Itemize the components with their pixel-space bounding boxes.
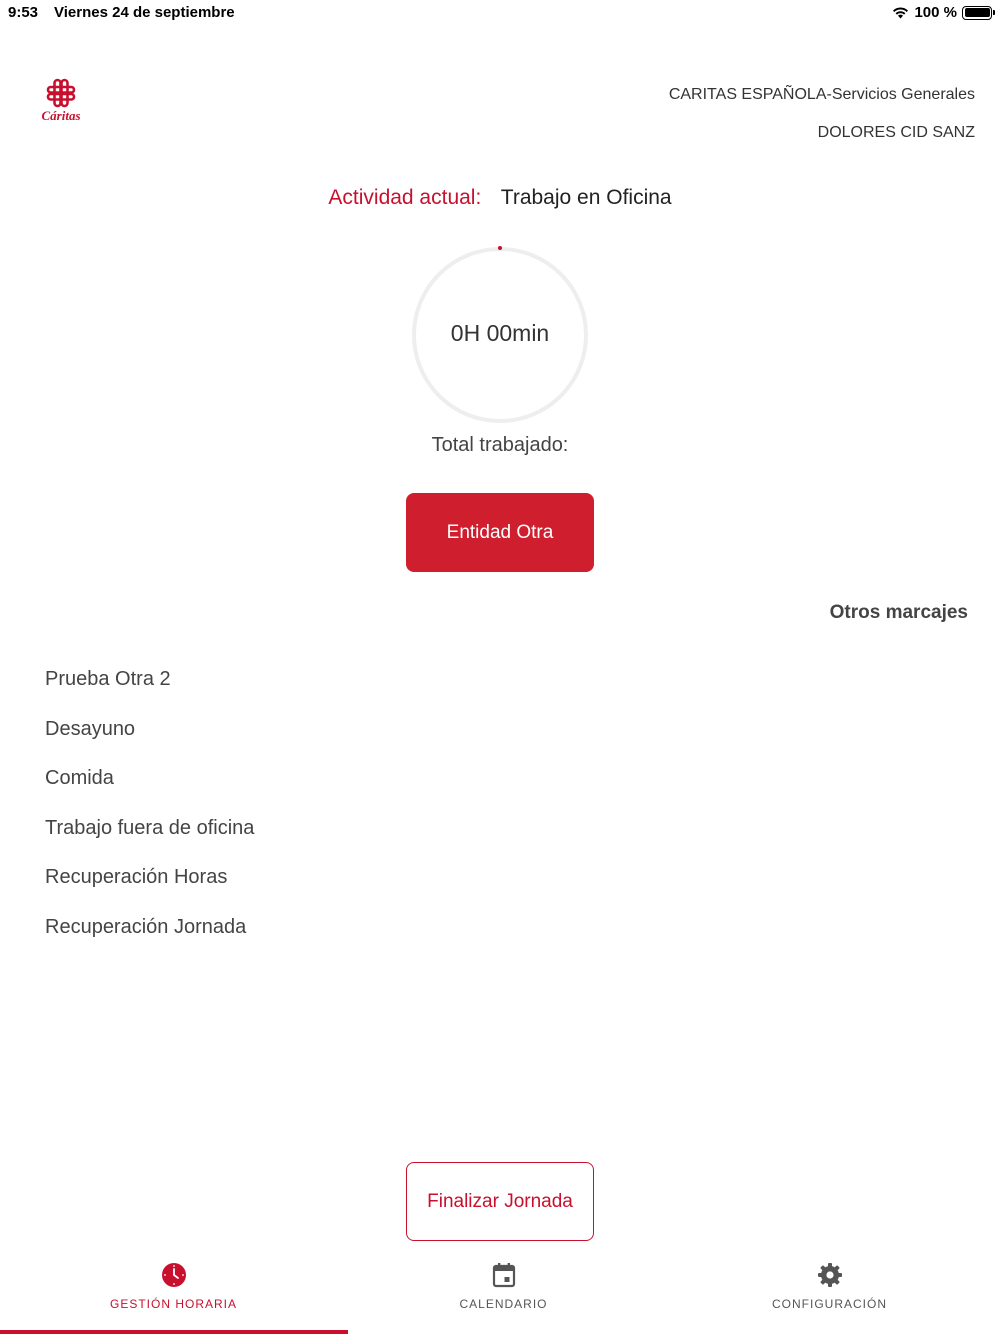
organization-name: CARITAS ESPAÑOLA-Servicios Generales (668, 86, 975, 103)
user-name: DOLORES CID SANZ (817, 124, 975, 141)
tab-configuracion[interactable] (663, 1255, 996, 1334)
status-bar (0, 0, 1000, 26)
list-item-recuperacion-jornada[interactable]: Recuperación Jornada (45, 915, 247, 938)
list-item-desayuno[interactable]: Desayuno (45, 717, 136, 740)
calendar-icon (490, 1261, 518, 1289)
list-item-comida[interactable]: Comida (45, 767, 114, 790)
wifi-icon (892, 6, 909, 19)
otros-marcajes-list (45, 655, 645, 952)
status-date: Viernes 24 de septiembre (54, 4, 235, 21)
timer-value: 0H 00min (450, 320, 550, 346)
list-item-prueba-otra-2[interactable]: Prueba Otra 2 (45, 668, 171, 691)
status-indicators (892, 4, 992, 21)
list-item-trabajo-fuera[interactable]: Trabajo fuera de oficina (45, 816, 255, 839)
caritas-logo (30, 78, 92, 124)
entidad-otra-button[interactable]: Entidad Otra (406, 493, 594, 572)
clock-icon (160, 1261, 188, 1289)
tab-label-calendario: CALENDARIO (459, 1297, 548, 1311)
activity-value: Trabajo en Oficina (500, 186, 672, 209)
battery-percent: 100 % (914, 4, 957, 21)
list-item-recuperacion-horas[interactable]: Recuperación Horas (45, 866, 228, 889)
tab-calendario[interactable] (337, 1255, 670, 1334)
current-activity (0, 186, 1000, 210)
tab-label-configuracion: CONFIGURACIÓN (772, 1297, 887, 1311)
bottom-tab-bar (0, 1255, 1000, 1334)
tab-label-gestion-horaria: GESTIÓN HORARIA (109, 1297, 237, 1311)
total-worked-label: Total trabajado: (431, 434, 569, 456)
activity-label: Actividad actual: (328, 186, 482, 209)
status-time: 9:53 (8, 4, 39, 21)
timer-progress-marker (498, 246, 502, 250)
gear-icon (816, 1261, 844, 1289)
tab-gestion-horaria[interactable] (7, 1255, 340, 1334)
active-tab-indicator (0, 1330, 348, 1334)
battery-icon (962, 6, 992, 20)
svg-text:Cáritas: Cáritas (41, 108, 81, 123)
finalizar-jornada-button[interactable]: Finalizar Jornada (406, 1162, 594, 1241)
otros-marcajes-title: Otros marcajes (829, 602, 968, 623)
